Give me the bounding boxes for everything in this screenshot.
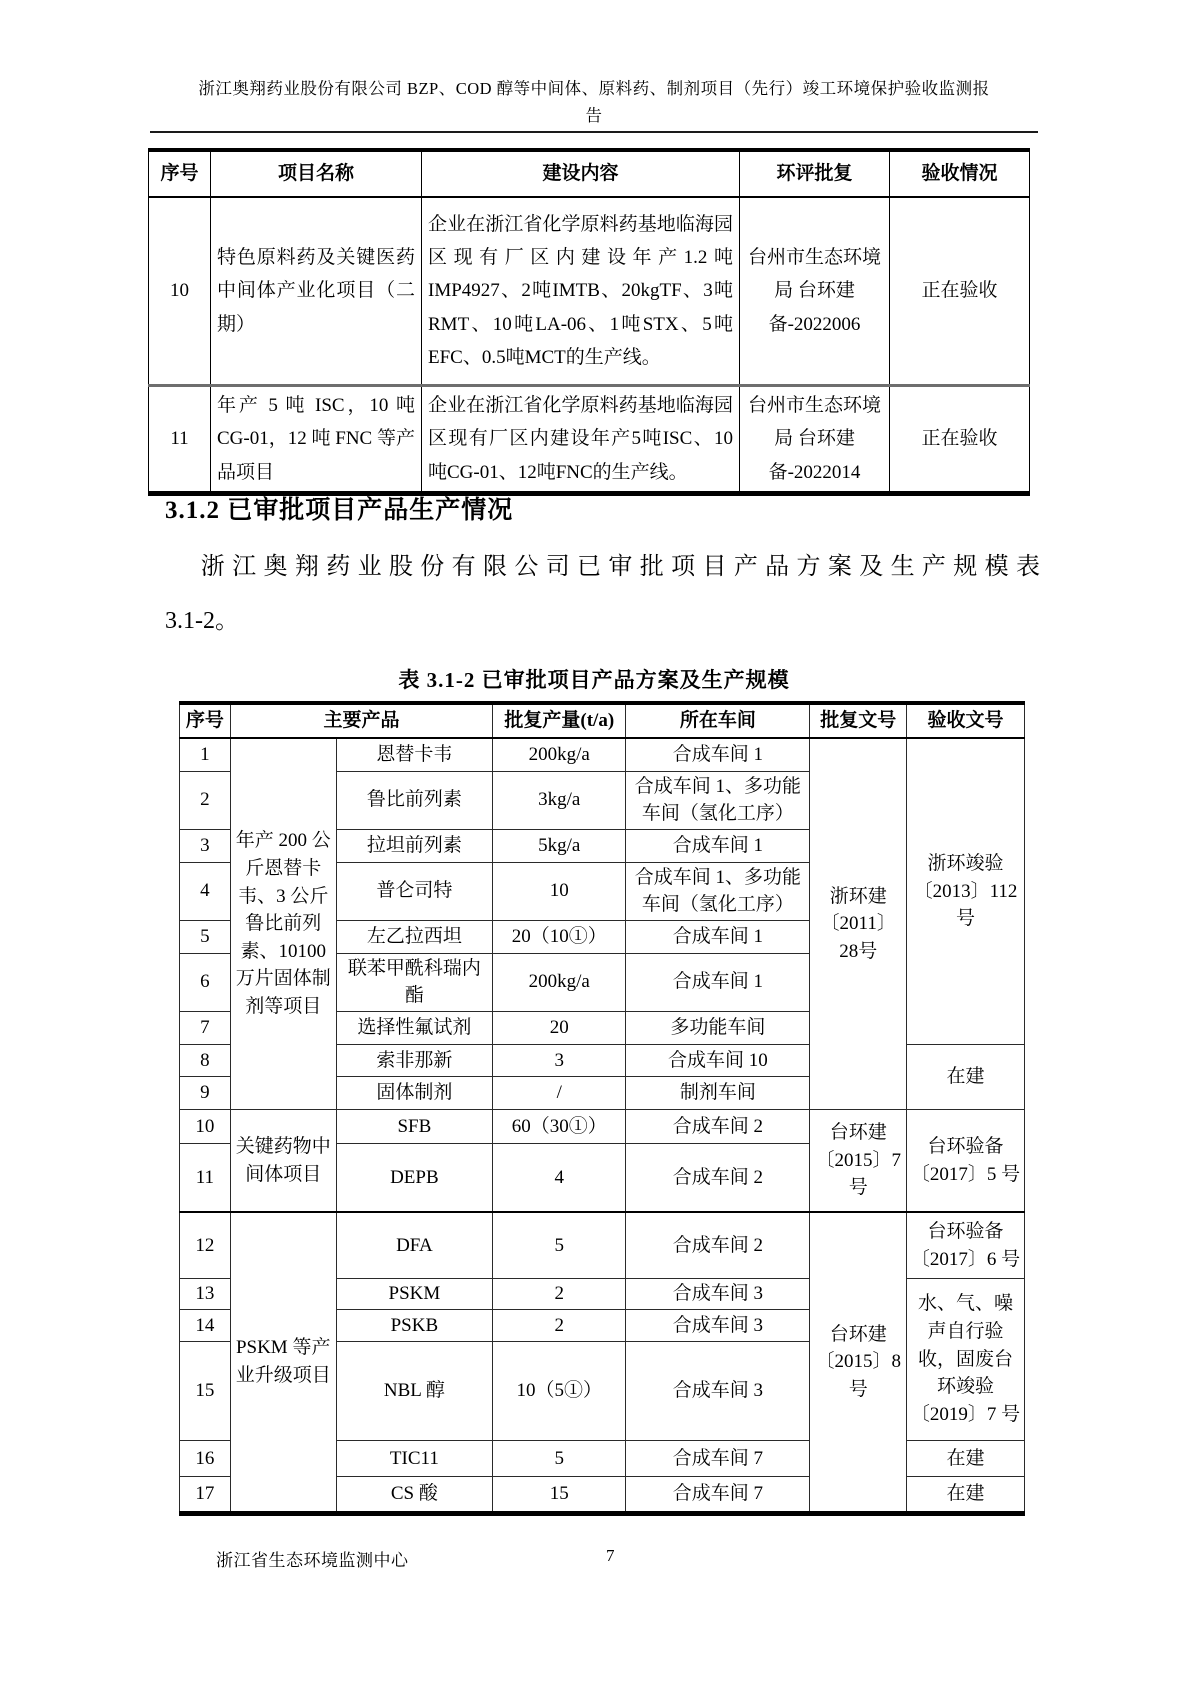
cell-workshop: 合成车间 2 <box>626 1143 810 1212</box>
running-header <box>148 76 1040 129</box>
running-header-line1: 浙江奥翔药业股份有限公司 BZP、COD 醇等中间体、原料药、制剂项目（先行）竣工环境保护验收监测报 <box>198 79 990 98</box>
cell-seq: 6 <box>180 953 231 1011</box>
cell-product: TIC11 <box>336 1440 493 1476</box>
cell-capacity: 10（5①） <box>493 1341 626 1440</box>
cell-workshop: 合成车间 3 <box>626 1341 810 1440</box>
table2-header-approval-doc: 批复文号 <box>810 703 907 738</box>
cell-product: DEPB <box>336 1143 493 1212</box>
table2-header-workshop: 所在车间 <box>626 703 810 738</box>
table2-header-row <box>180 703 1025 738</box>
cell-capacity: 20（10①） <box>493 920 626 953</box>
cell-capacity: 4 <box>493 1143 626 1212</box>
cell-product: 普仑司特 <box>336 862 493 920</box>
page-number: 7 <box>606 1546 615 1565</box>
table-row <box>149 386 1030 494</box>
table-row <box>180 1109 1025 1143</box>
running-header-line2: 告 <box>585 105 603 125</box>
table1-header-no: 序号 <box>149 150 211 197</box>
cell-capacity: 200kg/a <box>493 738 626 771</box>
cell-acceptance-doc: 在建 <box>907 1044 1025 1109</box>
cell-seq: 17 <box>180 1476 231 1513</box>
cell-seq: 15 <box>180 1341 231 1440</box>
cell-product: SFB <box>336 1109 493 1143</box>
cell-workshop: 合成车间 3 <box>626 1278 810 1309</box>
table1-header-status: 验收情况 <box>890 150 1030 197</box>
cell-workshop: 合成车间 1 <box>626 953 810 1011</box>
cell-product: 选择性氟试剂 <box>336 1011 493 1044</box>
cell-capacity: 5 <box>493 1440 626 1476</box>
cell-seq: 7 <box>180 1011 231 1044</box>
cell-capacity: 3kg/a <box>493 771 626 829</box>
cell-seq: 13 <box>180 1278 231 1309</box>
cell-product: CS 酸 <box>336 1476 493 1513</box>
cell-capacity: 5kg/a <box>493 829 626 862</box>
cell-workshop: 合成车间 1 <box>626 738 810 771</box>
cell-seq: 11 <box>180 1143 231 1212</box>
table-row <box>180 738 1025 771</box>
cell-product: 索非那新 <box>336 1044 493 1076</box>
table2-header-acceptance-doc: 验收文号 <box>907 703 1025 738</box>
cell-approval-doc: 台环建〔2015〕7 号 <box>810 1109 907 1212</box>
cell-seq: 14 <box>180 1309 231 1341</box>
cell-workshop: 合成车间 7 <box>626 1476 810 1513</box>
footer-organization: 浙江省生态环境监测中心 <box>216 1551 409 1570</box>
cell-product: 联苯甲酰科瑞内酯 <box>336 953 493 1011</box>
cell-project-group: PSKM 等产业升级项目 <box>230 1212 336 1513</box>
table1-header-name: 项目名称 <box>211 150 422 197</box>
table1-header-approval: 环评批复 <box>740 150 890 197</box>
cell-acceptance-doc: 台环验备〔2017〕5 号 <box>907 1109 1025 1212</box>
cell-approval-doc: 浙环建〔2011〕28号 <box>810 738 907 1109</box>
cell-seq: 5 <box>180 920 231 953</box>
cell-project-group: 年产 200 公斤恩替卡韦、3 公斤鲁比前列素、10100 万片固体制剂等项目 <box>230 738 336 1109</box>
table2-header-no: 序号 <box>180 703 231 738</box>
section-heading: 3.1.2 已审批项目产品生产情况 <box>165 497 514 524</box>
table2-header-product: 主要产品 <box>230 703 492 738</box>
cell-workshop: 合成车间 10 <box>626 1044 810 1076</box>
cell-capacity: 200kg/a <box>493 953 626 1011</box>
cell-acceptance-doc: 水、气、噪声自行验收，固废台环竣验〔2019〕7 号 <box>907 1278 1025 1440</box>
cell-workshop: 多功能车间 <box>626 1011 810 1044</box>
table-row <box>149 197 1030 386</box>
cell-workshop: 合成车间 2 <box>626 1212 810 1278</box>
cell-capacity: 5 <box>493 1212 626 1278</box>
cell-workshop: 合成车间 3 <box>626 1309 810 1341</box>
cell-construction-content: 企业在浙江省化学原料药基地临海园区现有厂区内建设年产5吨ISC、10吨CG-01、12吨FNC的生产线。 <box>422 386 740 494</box>
table1-header-row <box>149 150 1030 197</box>
cell-acceptance-doc: 浙环竣验〔2013〕112 号 <box>907 738 1025 1044</box>
cell-workshop: 合成车间 1、多功能车间（氢化工序） <box>626 862 810 920</box>
cell-product: PSKM <box>336 1278 493 1309</box>
cell-acceptance-doc: 在建 <box>907 1440 1025 1476</box>
cell-workshop: 合成车间 1 <box>626 920 810 953</box>
cell-workshop: 合成车间 1、多功能车间（氢化工序） <box>626 771 810 829</box>
cell-acceptance-doc: 在建 <box>907 1476 1025 1513</box>
cell-product: 鲁比前列素 <box>336 771 493 829</box>
cell-capacity: 2 <box>493 1278 626 1309</box>
table2-header-capacity: 批复产量(t/a) <box>493 703 626 738</box>
cell-seq: 10 <box>149 197 211 386</box>
cell-capacity: 60（30①） <box>493 1109 626 1143</box>
body-paragraph-line1: 浙江奥翔药业股份有限公司已审批项目产品方案及生产规模表 <box>200 554 1040 580</box>
cell-workshop: 制剂车间 <box>626 1076 810 1109</box>
cell-seq: 8 <box>180 1044 231 1076</box>
cell-product: PSKB <box>336 1309 493 1341</box>
body-paragraph-line2: 3.1-2。 <box>165 608 239 634</box>
cell-approval-doc: 台环建〔2015〕8 号 <box>810 1212 907 1513</box>
table2-caption: 表 3.1-2 已审批项目产品方案及生产规模 <box>398 668 790 692</box>
cell-product: 恩替卡韦 <box>336 738 493 771</box>
cell-product: 固体制剂 <box>336 1076 493 1109</box>
cell-eia-approval: 台州市生态环境局 台环建备-2022014 <box>740 386 890 494</box>
cell-project-name: 年产 5 吨 ISC，10 吨 CG-01，12 吨 FNC 等产品项目 <box>211 386 422 494</box>
cell-seq: 11 <box>149 386 211 494</box>
cell-seq: 3 <box>180 829 231 862</box>
cell-seq: 12 <box>180 1212 231 1278</box>
product-scale-table <box>179 701 1025 1516</box>
cell-capacity: 2 <box>493 1309 626 1341</box>
cell-seq: 4 <box>180 862 231 920</box>
cell-product: NBL 醇 <box>336 1341 493 1440</box>
cell-project-group: 关键药物中间体项目 <box>230 1109 336 1212</box>
cell-product: 拉坦前列素 <box>336 829 493 862</box>
cell-capacity: / <box>493 1076 626 1109</box>
cell-seq: 9 <box>180 1076 231 1109</box>
header-divider <box>150 131 1038 133</box>
cell-acceptance-status: 正在验收 <box>890 386 1030 494</box>
cell-capacity: 15 <box>493 1476 626 1513</box>
cell-workshop: 合成车间 1 <box>626 829 810 862</box>
cell-project-name: 特色原料药及关键医药中间体产业化项目（二期） <box>211 197 422 386</box>
cell-acceptance-doc: 台环验备〔2017〕6 号 <box>907 1212 1025 1278</box>
cell-capacity: 3 <box>493 1044 626 1076</box>
cell-construction-content: 企业在浙江省化学原料药基地临海园区现有厂区内建设年产1.2吨IMP4927、2吨IMTB、20kgTF、3吨RMT、10吨LA-06、1吨STX、5吨EFC、0.5吨MCT的生产线。 <box>422 197 740 386</box>
cell-workshop: 合成车间 7 <box>626 1440 810 1476</box>
cell-acceptance-status: 正在验收 <box>890 197 1030 386</box>
cell-capacity: 10 <box>493 862 626 920</box>
table1-header-content: 建设内容 <box>422 150 740 197</box>
cell-product: DFA <box>336 1212 493 1278</box>
cell-capacity: 20 <box>493 1011 626 1044</box>
cell-workshop: 合成车间 2 <box>626 1109 810 1143</box>
cell-eia-approval: 台州市生态环境局 台环建备-2022006 <box>740 197 890 386</box>
table-row <box>180 1212 1025 1278</box>
cell-seq: 1 <box>180 738 231 771</box>
cell-seq: 10 <box>180 1109 231 1143</box>
cell-product: 左乙拉西坦 <box>336 920 493 953</box>
approved-projects-table <box>148 148 1030 496</box>
cell-seq: 16 <box>180 1440 231 1476</box>
cell-seq: 2 <box>180 771 231 829</box>
